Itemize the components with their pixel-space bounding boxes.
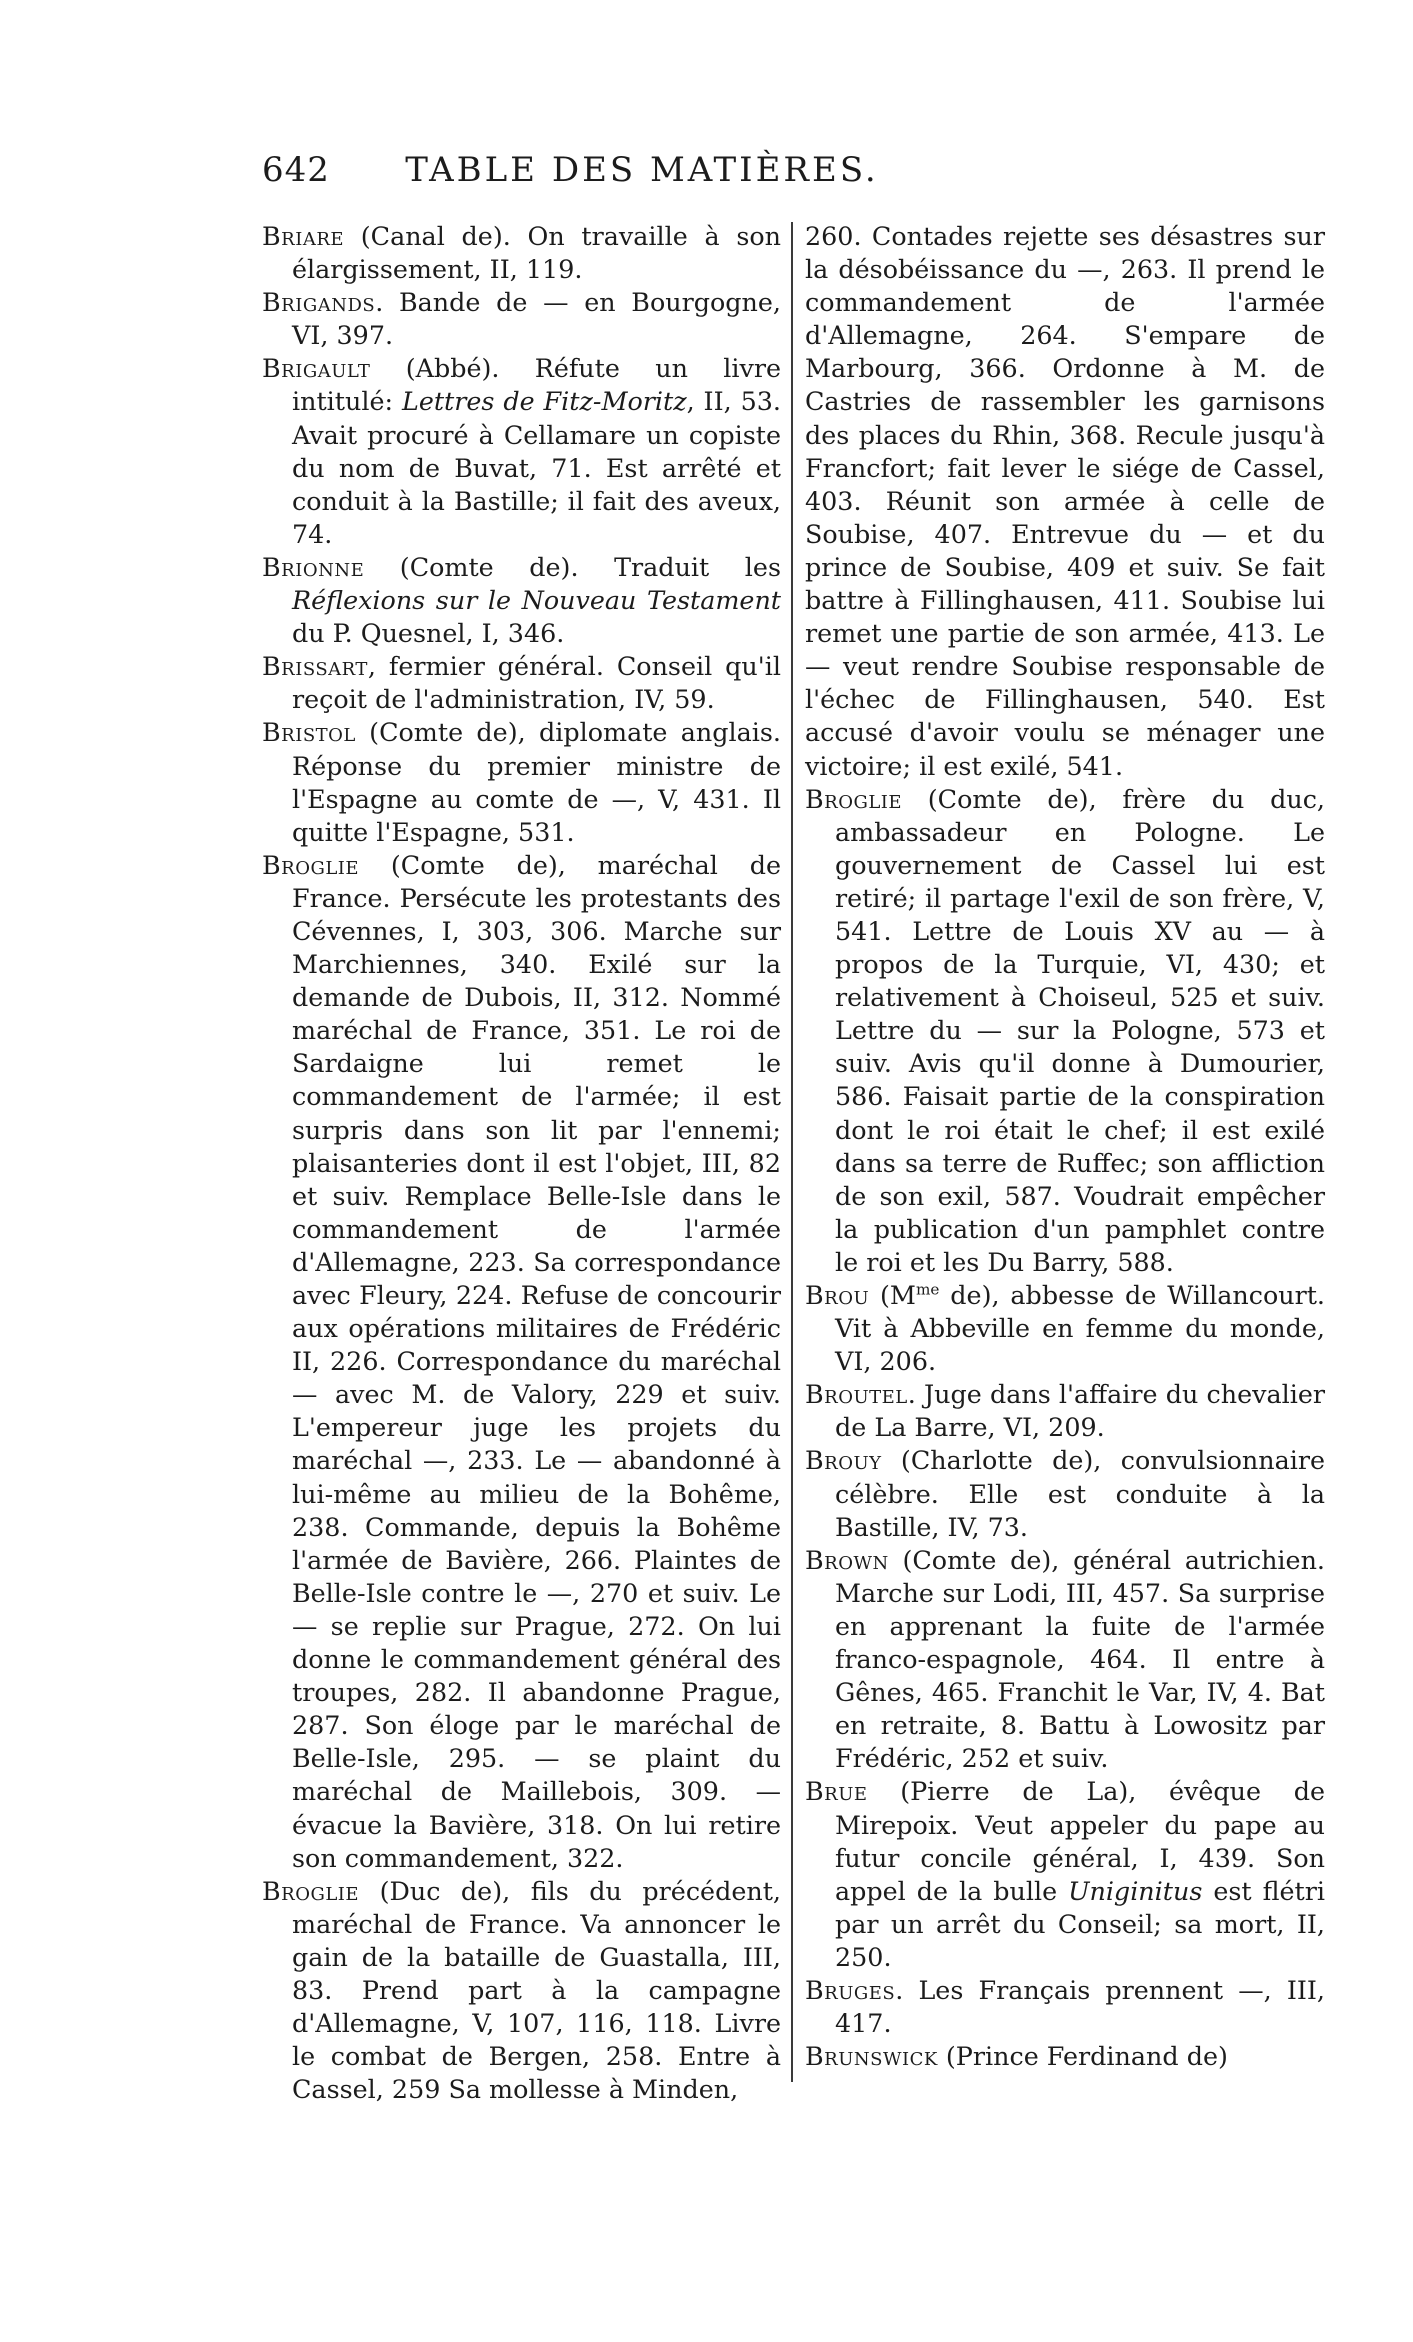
index-entry [805, 1974, 1325, 2040]
entry-text-after: de), abbesse de Willancourt. Vit à Abbeville en femme du monde, VI, 206. [835, 1280, 1325, 1377]
entry-headword: Brue [805, 1776, 868, 1807]
entry-headword: Bristol [262, 717, 356, 748]
index-entry [805, 1775, 1325, 1974]
index-entry [262, 650, 781, 716]
entry-text: . Les Français prennent —, III, 417. [835, 1974, 1325, 2039]
page-number: 642 [262, 150, 330, 190]
entry-text: (Prince Ferdinand de) [937, 2041, 1228, 2072]
entry-headword: Broutel [805, 1379, 908, 1410]
entry-text: (Pierre de La), évêque de Mirepoix. Veut appeler du pape au futur concile général, I, 439. Son appel de la bulle [835, 1776, 1325, 1906]
entry-text: 260. Contades rejette ses désastres sur la désobéissance du —, 263. Il prend le commandement de l'armée d'Allemagne, 264. S'empare de Marbourg, 366. Ordonne à M. de Castries de rassembler les garnisons des places du Rhin, 368. Recule jusqu'à Francfort; fait lever le siége de Cassel, 403. Réunit son armée à celle de Soubise, 407. Entrevue du — et du prince de Soubise, 409 et suiv. Se fait battre à Fillinghausen, 411. Soubise lui remet une partie de son armée, 413. Le — veut rendre Soubise responsable de l'échec de Fillinghausen, 540. Est accusé d'avoir voulu se ménager une victoire; il est exilé, 541. [805, 221, 1325, 781]
index-column-right [805, 220, 1325, 2073]
entry-headword: Brown [805, 1544, 889, 1575]
column-divider [791, 222, 793, 2082]
entry-text: , fermier général. Conseil qu'il reçoit de l'administration, IV, 59. [292, 651, 781, 715]
entry-text-after: du P. Quesnel, I, 346. [292, 618, 565, 649]
index-entry [262, 352, 781, 551]
entry-text: (Charlotte de), convulsionnaire célèbre. Elle est conduite à la Bastille, IV, 73. [835, 1445, 1325, 1542]
entry-title-italic: Lettres de Fitz-Moritz [401, 386, 687, 417]
index-entry [262, 849, 781, 1875]
entry-text: (Comte de), général autrichien. Marche sur Lodi, III, 457. Sa surprise en apprenant la fuite de l'armée franco-espagnole, 464. Il entre à Gênes, 465. Franchit le Var, IV, 4. Bat en retraite, 8. Battu à Lowositz par Frédéric, 252 et suiv. [835, 1544, 1325, 1774]
entry-text: (M [869, 1280, 916, 1310]
entry-headword: Broglie [262, 1875, 360, 1906]
entry-superscript: me [915, 1280, 940, 1299]
entry-headword: Brunswick [805, 2041, 938, 2072]
index-entry [805, 1444, 1325, 1543]
index-entry [805, 1378, 1325, 1444]
entry-text-after: , II, 53. Avait procuré à Cellamare un copiste du nom de Buvat, 71. Est arrêté et conduit à la Bastille; il fait des aveux, 74. [292, 386, 781, 549]
entry-headword: Broglie [262, 849, 360, 880]
entry-text: (Comte de), maréchal de France. Persécute les protestants des Cévennes, I, 303, 306. Marche sur Marchiennes, 340. Exilé sur la demande de Dubois, II, 312. Nommé maréchal de France, 351. Le roi de Sardaigne lui remet le commandement de l'armée; il est surpris dans son lit par l'ennemi; plaisanteries dont il est l'objet, III, 82 et suiv. Remplace Belle-Isle dans le commandement de l'armée d'Allemagne, 223. Sa correspondance avec Fleury, 224. Refuse de concourir aux opérations militaires de Frédéric II, 226. Correspondance du maréchal — avec M. de Valory, 229 et suiv. L'empereur juge les projets du maréchal —, 233. Le — abandonné à lui-même au milieu de la Bohême, 238. Commande, depuis la Bohême l'armée de Bavière, 266. Plaintes de Belle-Isle contre le —, 270 et suiv. Le — se replie sur Prague, 272. On lui donne le commandement général des troupes, 282. Il abandonne Prague, 287. Son éloge par le maréchal de Belle-Isle, 295. — se plaint du maréchal de Maillebois, 309. — évacue la Bavière, 318. On lui retire son commandement, 322. [292, 849, 781, 1873]
entry-text: . Bande de — en Bourgogne, VI, 397. [292, 287, 781, 351]
entry-headword: Broglie [805, 783, 903, 814]
index-entry [262, 220, 781, 286]
index-entry [805, 2040, 1325, 2073]
entry-text: (Comte de), frère du duc, ambassadeur en Pologne. Le gouvernement de Cassel lui est retiré; il partage l'exil de son frère, V, 541. Lettre de Louis XV au — à propos de la Turquie, VI, 430; et relativement à Choiseul, 525 et suiv. Lettre du — sur la Pologne, 573 et suiv. Avis qu'il donne à Dumourier, 586. Faisait partie de la conspiration dont le roi était le chef; il est exilé dans sa terre de Ruffec; son affliction de son exil, 587. Voudrait empêcher la publication d'un pamphlet contre le roi et les Du Barry, 588. [835, 783, 1325, 1277]
entry-headword: Brionne [262, 551, 365, 582]
entry-headword: Brouy [805, 1445, 882, 1476]
entry-headword: Brigands [262, 287, 376, 318]
entry-text: (Comte de), diplomate anglais. Réponse du premier ministre de l'Espagne au comte de —, V, 431. Il quitte l'Espagne, 531. [292, 717, 781, 847]
entry-text: . Juge dans l'affaire du chevalier de La Barre, VI, 209. [835, 1379, 1325, 1443]
index-entry [805, 1279, 1325, 1378]
index-entry [805, 783, 1325, 1279]
index-entry [262, 716, 781, 848]
entry-headword: Briare [262, 221, 345, 251]
running-title: TABLE DES MATIÈRES. [405, 150, 879, 190]
entry-text: (Duc de), fils du précédent, maréchal de France. Va annoncer le gain de la bataille de Guastalla, III, 83. Prend part à la campagne d'Allemagne, V, 107, 116, 118. Livre le combat de Bergen, 258. Entre à Cassel, 259 Sa mollesse à Minden, [292, 1875, 781, 2105]
index-entry [805, 1544, 1325, 1776]
entry-text: (Comte de). Traduit les [364, 551, 781, 582]
entry-text-after: est flétri par un arrêt du Conseil; sa mort, II, 250. [835, 1875, 1325, 1972]
entry-title-italic: Uniginitus [1068, 1875, 1203, 1906]
entry-headword: Bruges [805, 1974, 896, 2005]
index-entry [262, 286, 781, 352]
entry-headword: Brigault [262, 353, 371, 384]
entry-headword: Brou [805, 1280, 870, 1310]
index-column-left [262, 220, 781, 2106]
entry-text: (Abbé). Réfute un livre intitulé: [292, 353, 781, 417]
entry-text: (Canal de). On travaille à son élargissement, II, 119. [292, 221, 781, 285]
entry-title-italic: Réflexions sur le Nouveau Testament [292, 585, 781, 616]
entry-headword: Brissart [262, 651, 368, 682]
index-entry-continuation [805, 220, 1325, 783]
index-entry [262, 1875, 781, 2107]
page-header [262, 150, 1022, 200]
index-entry [262, 551, 781, 650]
